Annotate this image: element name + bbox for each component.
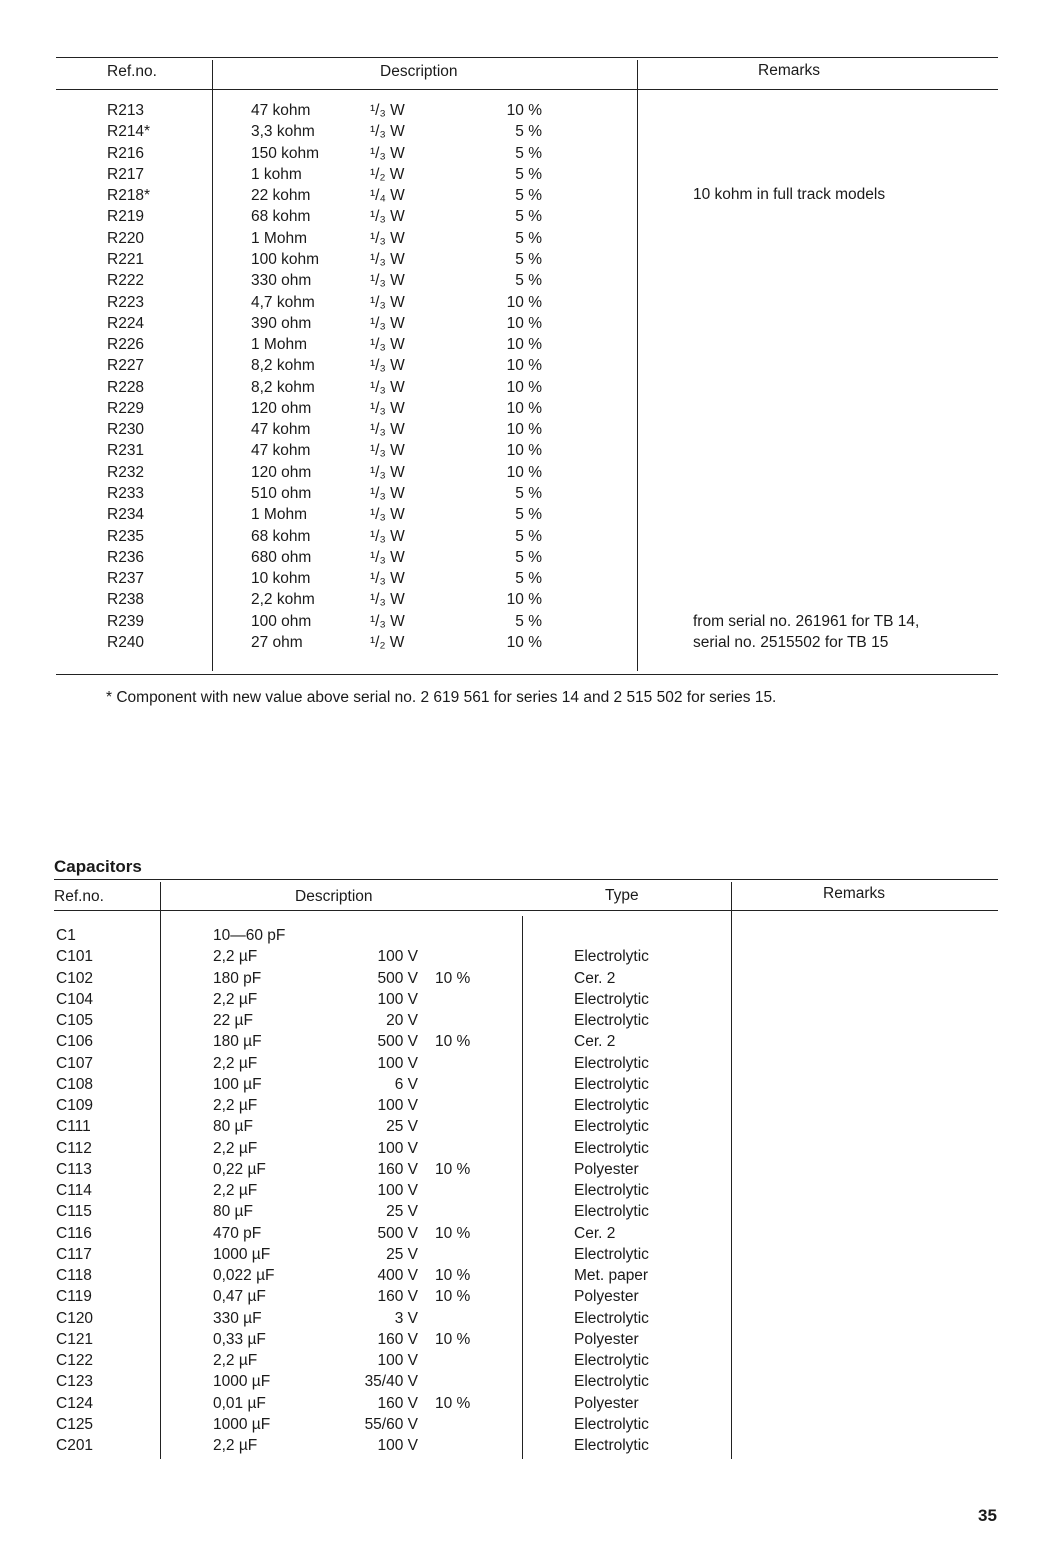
value-cell: 3,3 kohm bbox=[251, 123, 315, 141]
remark-text: serial no. 2515502 for TB 15 bbox=[693, 634, 889, 651]
tolerance-cell: 5 % bbox=[515, 485, 542, 503]
ref-cell: C117 bbox=[56, 1245, 92, 1263]
value-cell: 1000 µF bbox=[213, 1245, 271, 1263]
table-row bbox=[0, 1140, 1054, 1161]
ref-cell: R217 bbox=[107, 165, 145, 183]
wattage-cell: ¹/₃ W bbox=[370, 378, 405, 396]
table-row bbox=[0, 634, 1054, 655]
value-cell: 4,7 kohm bbox=[251, 293, 315, 311]
table-row bbox=[0, 251, 1054, 272]
value-cell: 2,2 µF bbox=[213, 1437, 258, 1454]
value-cell: 27 ohm bbox=[251, 634, 303, 651]
value-cell: 2,2 µF bbox=[213, 1352, 258, 1369]
tolerance-cell: 10 % bbox=[435, 1288, 471, 1306]
tolerance-cell: 5 % bbox=[515, 250, 542, 268]
table-row bbox=[0, 123, 1054, 144]
voltage-cell: 100 V bbox=[377, 948, 418, 966]
value-cell: 2,2 µF bbox=[213, 948, 258, 966]
ref-cell: C114 bbox=[56, 1182, 92, 1199]
ref-cell: C102 bbox=[56, 969, 94, 987]
type-cell: Electrolytic bbox=[574, 1118, 649, 1136]
voltage-cell: 100 V bbox=[377, 1054, 418, 1072]
table-row bbox=[0, 506, 1054, 527]
table-row bbox=[0, 1033, 1054, 1054]
ref-cell: C109 bbox=[56, 1097, 94, 1114]
type-cell: Polyester bbox=[574, 1330, 639, 1348]
tolerance-cell: 5 % bbox=[515, 123, 542, 141]
value-cell: 2,2 µF bbox=[213, 1054, 258, 1072]
table-row bbox=[0, 1161, 1054, 1182]
wattage-cell: ¹/₃ W bbox=[370, 272, 405, 290]
type-cell: Electrolytic bbox=[574, 990, 649, 1008]
value-cell: 1 kohm bbox=[251, 165, 302, 183]
type-cell: Electrolytic bbox=[574, 1097, 649, 1114]
ref-cell: R220 bbox=[107, 229, 145, 247]
voltage-cell: 500 V bbox=[377, 1224, 418, 1242]
column-header-ref: Ref.no. bbox=[54, 888, 104, 905]
voltage-cell: 100 V bbox=[377, 990, 418, 1008]
table-row bbox=[0, 970, 1054, 991]
remark-text: 10 kohm in full track models bbox=[693, 186, 886, 203]
header-bottom-rule bbox=[56, 89, 998, 90]
type-cell: Electrolytic bbox=[574, 1309, 649, 1327]
value-cell: 68 kohm bbox=[251, 527, 311, 545]
tolerance-cell: 10 % bbox=[506, 102, 542, 119]
wattage-cell: ¹/₂ W bbox=[370, 634, 405, 651]
tolerance-cell: 5 % bbox=[515, 570, 542, 588]
tolerance-cell: 10 % bbox=[435, 1330, 471, 1348]
voltage-cell: 100 V bbox=[377, 1437, 418, 1454]
tolerance-cell: 10 % bbox=[435, 1224, 471, 1242]
ref-cell: C113 bbox=[56, 1160, 92, 1178]
voltage-cell: 25 V bbox=[386, 1245, 418, 1263]
table-row bbox=[0, 379, 1054, 400]
value-cell: 8,2 kohm bbox=[251, 357, 315, 375]
table-row bbox=[0, 357, 1054, 378]
value-cell: 1 Mohm bbox=[251, 506, 307, 524]
voltage-cell: 25 V bbox=[386, 1203, 418, 1221]
type-cell: Electrolytic bbox=[574, 1203, 649, 1221]
table-row bbox=[0, 591, 1054, 612]
type-cell: Electrolytic bbox=[574, 1054, 649, 1072]
value-cell: 100 kohm bbox=[251, 250, 320, 268]
table-row bbox=[0, 187, 1054, 208]
ref-cell: R213 bbox=[107, 102, 145, 119]
value-cell: 330 ohm bbox=[251, 272, 312, 290]
type-cell: Electrolytic bbox=[574, 1182, 649, 1199]
ref-cell: C118 bbox=[56, 1267, 92, 1284]
voltage-cell: 160 V bbox=[377, 1288, 418, 1306]
ref-cell: R224 bbox=[107, 314, 145, 332]
tolerance-cell: 5 % bbox=[515, 208, 542, 226]
voltage-cell: 25 V bbox=[386, 1118, 418, 1136]
column-header-description: Description bbox=[380, 63, 458, 80]
value-cell: 10—60 pF bbox=[213, 927, 286, 944]
type-cell: Polyester bbox=[574, 1394, 639, 1412]
column-header-remarks: Remarks bbox=[823, 885, 886, 902]
value-cell: 120 ohm bbox=[251, 399, 312, 417]
tolerance-cell: 10 % bbox=[506, 463, 542, 481]
wattage-cell: ¹/₃ W bbox=[370, 357, 405, 375]
table-row bbox=[0, 1097, 1054, 1118]
ref-cell: R226 bbox=[107, 336, 145, 354]
table-row bbox=[0, 1288, 1054, 1309]
wattage-cell: ¹/₃ W bbox=[370, 144, 405, 162]
ref-cell: C123 bbox=[56, 1373, 94, 1391]
value-cell: 120 ohm bbox=[251, 463, 312, 481]
table-row bbox=[0, 208, 1054, 229]
ref-cell: R240 bbox=[107, 634, 145, 651]
column-header-description: Description bbox=[295, 888, 373, 905]
ref-cell: C111 bbox=[56, 1118, 91, 1136]
column-header-remarks: Remarks bbox=[758, 62, 821, 79]
ref-cell: C121 bbox=[56, 1330, 94, 1348]
value-cell: 100 ohm bbox=[251, 612, 312, 630]
table-row bbox=[0, 336, 1054, 357]
table-row bbox=[0, 1012, 1054, 1033]
value-cell: 180 µF bbox=[213, 1033, 262, 1051]
ref-cell: R237 bbox=[107, 570, 145, 588]
tolerance-cell: 5 % bbox=[515, 165, 542, 183]
value-cell: 180 pF bbox=[213, 969, 262, 987]
type-cell: Met. paper bbox=[574, 1267, 649, 1284]
table-row bbox=[0, 528, 1054, 549]
table-row bbox=[0, 948, 1054, 969]
ref-cell: C120 bbox=[56, 1309, 94, 1327]
table-row bbox=[0, 145, 1054, 166]
type-cell: Cer. 2 bbox=[574, 1033, 616, 1051]
ref-cell: R221 bbox=[107, 250, 145, 268]
tolerance-cell: 10 % bbox=[506, 357, 542, 375]
wattage-cell: ¹/₃ W bbox=[370, 208, 405, 226]
voltage-cell: 400 V bbox=[377, 1267, 418, 1284]
value-cell: 22 µF bbox=[213, 1012, 253, 1029]
table-row bbox=[0, 1331, 1054, 1352]
tolerance-cell: 5 % bbox=[515, 229, 542, 247]
value-cell: 1000 µF bbox=[213, 1415, 271, 1433]
table-row bbox=[0, 294, 1054, 315]
wattage-cell: ¹/₃ W bbox=[370, 485, 405, 503]
table-row bbox=[0, 1352, 1054, 1373]
ref-cell: C104 bbox=[56, 990, 94, 1008]
tolerance-cell: 10 % bbox=[506, 378, 542, 396]
ref-cell: C108 bbox=[56, 1075, 94, 1093]
value-cell: 1 Mohm bbox=[251, 336, 307, 354]
ref-cell: R239 bbox=[107, 612, 145, 630]
wattage-cell: ¹/₃ W bbox=[370, 442, 405, 460]
table-row bbox=[0, 102, 1054, 123]
tolerance-cell: 5 % bbox=[515, 144, 542, 162]
tolerance-cell: 10 % bbox=[435, 1160, 471, 1178]
table-row bbox=[0, 570, 1054, 591]
tolerance-cell: 5 % bbox=[515, 506, 542, 524]
voltage-cell: 160 V bbox=[377, 1394, 418, 1412]
ref-cell: C124 bbox=[56, 1394, 94, 1412]
value-cell: 2,2 µF bbox=[213, 1139, 258, 1157]
ref-cell: R238 bbox=[107, 591, 145, 609]
ref-cell: R231 bbox=[107, 442, 145, 460]
tolerance-cell: 10 % bbox=[506, 634, 542, 651]
ref-cell: R232 bbox=[107, 463, 145, 481]
tolerance-cell: 5 % bbox=[515, 527, 542, 545]
tolerance-cell: 10 % bbox=[506, 399, 542, 417]
type-cell: Cer. 2 bbox=[574, 969, 616, 987]
table-row bbox=[0, 1118, 1054, 1139]
value-cell: 2,2 kohm bbox=[251, 591, 315, 609]
table-row bbox=[0, 400, 1054, 421]
ref-cell: R236 bbox=[107, 548, 145, 566]
tolerance-cell: 10 % bbox=[435, 1394, 471, 1412]
type-cell: Electrolytic bbox=[574, 1245, 649, 1263]
type-cell: Electrolytic bbox=[574, 1415, 649, 1433]
header-bottom-rule bbox=[54, 910, 998, 911]
value-cell: 390 ohm bbox=[251, 314, 312, 332]
table-row bbox=[0, 272, 1054, 293]
value-cell: 510 ohm bbox=[251, 485, 312, 503]
tolerance-cell: 5 % bbox=[515, 272, 542, 290]
table-row bbox=[0, 1373, 1054, 1394]
ref-cell: R229 bbox=[107, 399, 145, 417]
value-cell: 10 kohm bbox=[251, 570, 311, 588]
table-row bbox=[0, 1395, 1054, 1416]
voltage-cell: 100 V bbox=[377, 1352, 418, 1369]
voltage-cell: 500 V bbox=[377, 1033, 418, 1051]
wattage-cell: ¹/₂ W bbox=[370, 165, 405, 183]
column-header-ref: Ref.no. bbox=[107, 63, 157, 80]
value-cell: 0,47 µF bbox=[213, 1288, 266, 1306]
value-cell: 80 µF bbox=[213, 1118, 253, 1136]
type-cell: Cer. 2 bbox=[574, 1224, 616, 1242]
tolerance-cell: 10 % bbox=[506, 442, 542, 460]
wattage-cell: ¹/₄ W bbox=[370, 187, 405, 205]
ref-cell: R223 bbox=[107, 293, 145, 311]
wattage-cell: ¹/₃ W bbox=[370, 570, 405, 588]
voltage-cell: 100 V bbox=[377, 1182, 418, 1199]
value-cell: 150 kohm bbox=[251, 144, 320, 162]
wattage-cell: ¹/₃ W bbox=[370, 421, 405, 439]
ref-cell: C101 bbox=[56, 948, 94, 966]
value-cell: 47 kohm bbox=[251, 102, 311, 119]
ref-cell: R216 bbox=[107, 144, 145, 162]
value-cell: 22 kohm bbox=[251, 187, 311, 205]
ref-cell: C122 bbox=[56, 1352, 94, 1369]
voltage-cell: 160 V bbox=[377, 1330, 418, 1348]
value-cell: 0,01 µF bbox=[213, 1394, 266, 1412]
table-row bbox=[0, 991, 1054, 1012]
tolerance-cell: 10 % bbox=[435, 1033, 471, 1051]
type-cell: Electrolytic bbox=[574, 1352, 649, 1369]
ref-cell: R214* bbox=[107, 123, 151, 141]
ref-cell: R219 bbox=[107, 208, 145, 226]
column-header-type: Type bbox=[605, 887, 639, 904]
table-top-rule bbox=[56, 57, 998, 58]
table-row bbox=[0, 1267, 1054, 1288]
table-row bbox=[0, 230, 1054, 251]
value-cell: 2,2 µF bbox=[213, 1097, 258, 1114]
tolerance-cell: 5 % bbox=[515, 612, 542, 630]
tolerance-cell: 10 % bbox=[506, 421, 542, 439]
voltage-cell: 35/40 V bbox=[364, 1373, 418, 1391]
ref-cell: C105 bbox=[56, 1012, 94, 1029]
wattage-cell: ¹/₃ W bbox=[370, 293, 405, 311]
ref-cell: C201 bbox=[56, 1437, 94, 1454]
table-top-rule bbox=[54, 879, 998, 880]
table-row bbox=[0, 166, 1054, 187]
value-cell: 47 kohm bbox=[251, 421, 311, 439]
wattage-cell: ¹/₃ W bbox=[370, 591, 405, 609]
footnote: * Component with new value above serial no. 2 619 561 for series 14 and 2 515 502 for series 15. bbox=[106, 689, 777, 706]
ref-cell: C112 bbox=[56, 1139, 92, 1157]
tolerance-cell: 10 % bbox=[506, 336, 542, 354]
ref-cell: R228 bbox=[107, 378, 145, 396]
tolerance-cell: 10 % bbox=[506, 591, 542, 609]
value-cell: 68 kohm bbox=[251, 208, 311, 226]
wattage-cell: ¹/₃ W bbox=[370, 250, 405, 268]
tolerance-cell: 10 % bbox=[435, 969, 471, 987]
voltage-cell: 6 V bbox=[394, 1075, 418, 1093]
value-cell: 47 kohm bbox=[251, 442, 311, 460]
voltage-cell: 500 V bbox=[377, 969, 418, 987]
tolerance-cell: 10 % bbox=[506, 293, 542, 311]
ref-cell: C115 bbox=[56, 1203, 92, 1221]
ref-cell: R235 bbox=[107, 527, 145, 545]
value-cell: 330 µF bbox=[213, 1309, 262, 1327]
voltage-cell: 3 V bbox=[394, 1309, 418, 1327]
voltage-cell: 20 V bbox=[386, 1012, 418, 1029]
value-cell: 2,2 µF bbox=[213, 1182, 258, 1199]
tolerance-cell: 10 % bbox=[435, 1267, 471, 1284]
wattage-cell: ¹/₃ W bbox=[370, 548, 405, 566]
section-title: Capacitors bbox=[54, 857, 142, 876]
ref-cell: C125 bbox=[56, 1415, 94, 1433]
wattage-cell: ¹/₃ W bbox=[370, 463, 405, 481]
page-number: 35 bbox=[978, 1506, 997, 1525]
table-row bbox=[0, 1203, 1054, 1224]
table-row bbox=[0, 1055, 1054, 1076]
value-cell: 680 ohm bbox=[251, 548, 312, 566]
ref-cell: C107 bbox=[56, 1054, 94, 1072]
ref-cell: R234 bbox=[107, 506, 145, 524]
type-cell: Electrolytic bbox=[574, 1012, 649, 1029]
table-row bbox=[0, 464, 1054, 485]
tolerance-cell: 5 % bbox=[515, 548, 542, 566]
type-cell: Polyester bbox=[574, 1160, 639, 1178]
wattage-cell: ¹/₃ W bbox=[370, 229, 405, 247]
value-cell: 1000 µF bbox=[213, 1373, 271, 1391]
wattage-cell: ¹/₃ W bbox=[370, 123, 405, 141]
ref-cell: C1 bbox=[56, 927, 76, 944]
tolerance-cell: 5 % bbox=[515, 187, 542, 205]
type-cell: Electrolytic bbox=[574, 1373, 649, 1391]
table-row bbox=[0, 1437, 1054, 1458]
ref-cell: C106 bbox=[56, 1033, 94, 1051]
wattage-cell: ¹/₃ W bbox=[370, 336, 405, 354]
tolerance-cell: 10 % bbox=[506, 314, 542, 332]
value-cell: 0,022 µF bbox=[213, 1267, 275, 1284]
value-cell: 2,2 µF bbox=[213, 990, 258, 1008]
table-row bbox=[0, 1076, 1054, 1097]
type-cell: Electrolytic bbox=[574, 1075, 649, 1093]
value-cell: 1 Mohm bbox=[251, 229, 307, 247]
ref-cell: R233 bbox=[107, 485, 145, 503]
table-row bbox=[0, 442, 1054, 463]
voltage-cell: 55/60 V bbox=[364, 1415, 418, 1433]
table-bottom-rule bbox=[56, 674, 998, 675]
value-cell: 470 pF bbox=[213, 1224, 262, 1242]
voltage-cell: 160 V bbox=[377, 1160, 418, 1178]
table-row bbox=[0, 1246, 1054, 1267]
ref-cell: R222 bbox=[107, 272, 145, 290]
table-row bbox=[0, 1182, 1054, 1203]
type-cell: Electrolytic bbox=[574, 1139, 649, 1157]
table-row bbox=[0, 1225, 1054, 1246]
value-cell: 0,22 µF bbox=[213, 1160, 266, 1178]
ref-cell: R218* bbox=[107, 187, 151, 205]
ref-cell: C116 bbox=[56, 1224, 92, 1242]
wattage-cell: ¹/₃ W bbox=[370, 314, 405, 332]
wattage-cell: ¹/₃ W bbox=[370, 102, 405, 119]
table-row bbox=[0, 1416, 1054, 1437]
table-row bbox=[0, 485, 1054, 506]
voltage-cell: 100 V bbox=[377, 1139, 418, 1157]
table-row bbox=[0, 549, 1054, 570]
table-row bbox=[0, 421, 1054, 442]
voltage-cell: 100 V bbox=[377, 1097, 418, 1114]
table-row bbox=[0, 1310, 1054, 1331]
value-cell: 100 µF bbox=[213, 1075, 262, 1093]
type-cell: Electrolytic bbox=[574, 948, 649, 966]
value-cell: 0,33 µF bbox=[213, 1330, 266, 1348]
remark-text: from serial no. 261961 for TB 14, bbox=[693, 613, 920, 630]
wattage-cell: ¹/₃ W bbox=[370, 612, 405, 630]
table-row bbox=[0, 315, 1054, 336]
wattage-cell: ¹/₃ W bbox=[370, 506, 405, 524]
ref-cell: R227 bbox=[107, 357, 145, 375]
type-cell: Electrolytic bbox=[574, 1437, 649, 1454]
wattage-cell: ¹/₃ W bbox=[370, 527, 405, 545]
type-cell: Polyester bbox=[574, 1288, 639, 1306]
ref-cell: C119 bbox=[56, 1288, 92, 1306]
ref-cell: R230 bbox=[107, 421, 145, 439]
value-cell: 80 µF bbox=[213, 1203, 253, 1221]
value-cell: 8,2 kohm bbox=[251, 378, 315, 396]
table-row bbox=[0, 927, 1054, 948]
wattage-cell: ¹/₃ W bbox=[370, 399, 405, 417]
